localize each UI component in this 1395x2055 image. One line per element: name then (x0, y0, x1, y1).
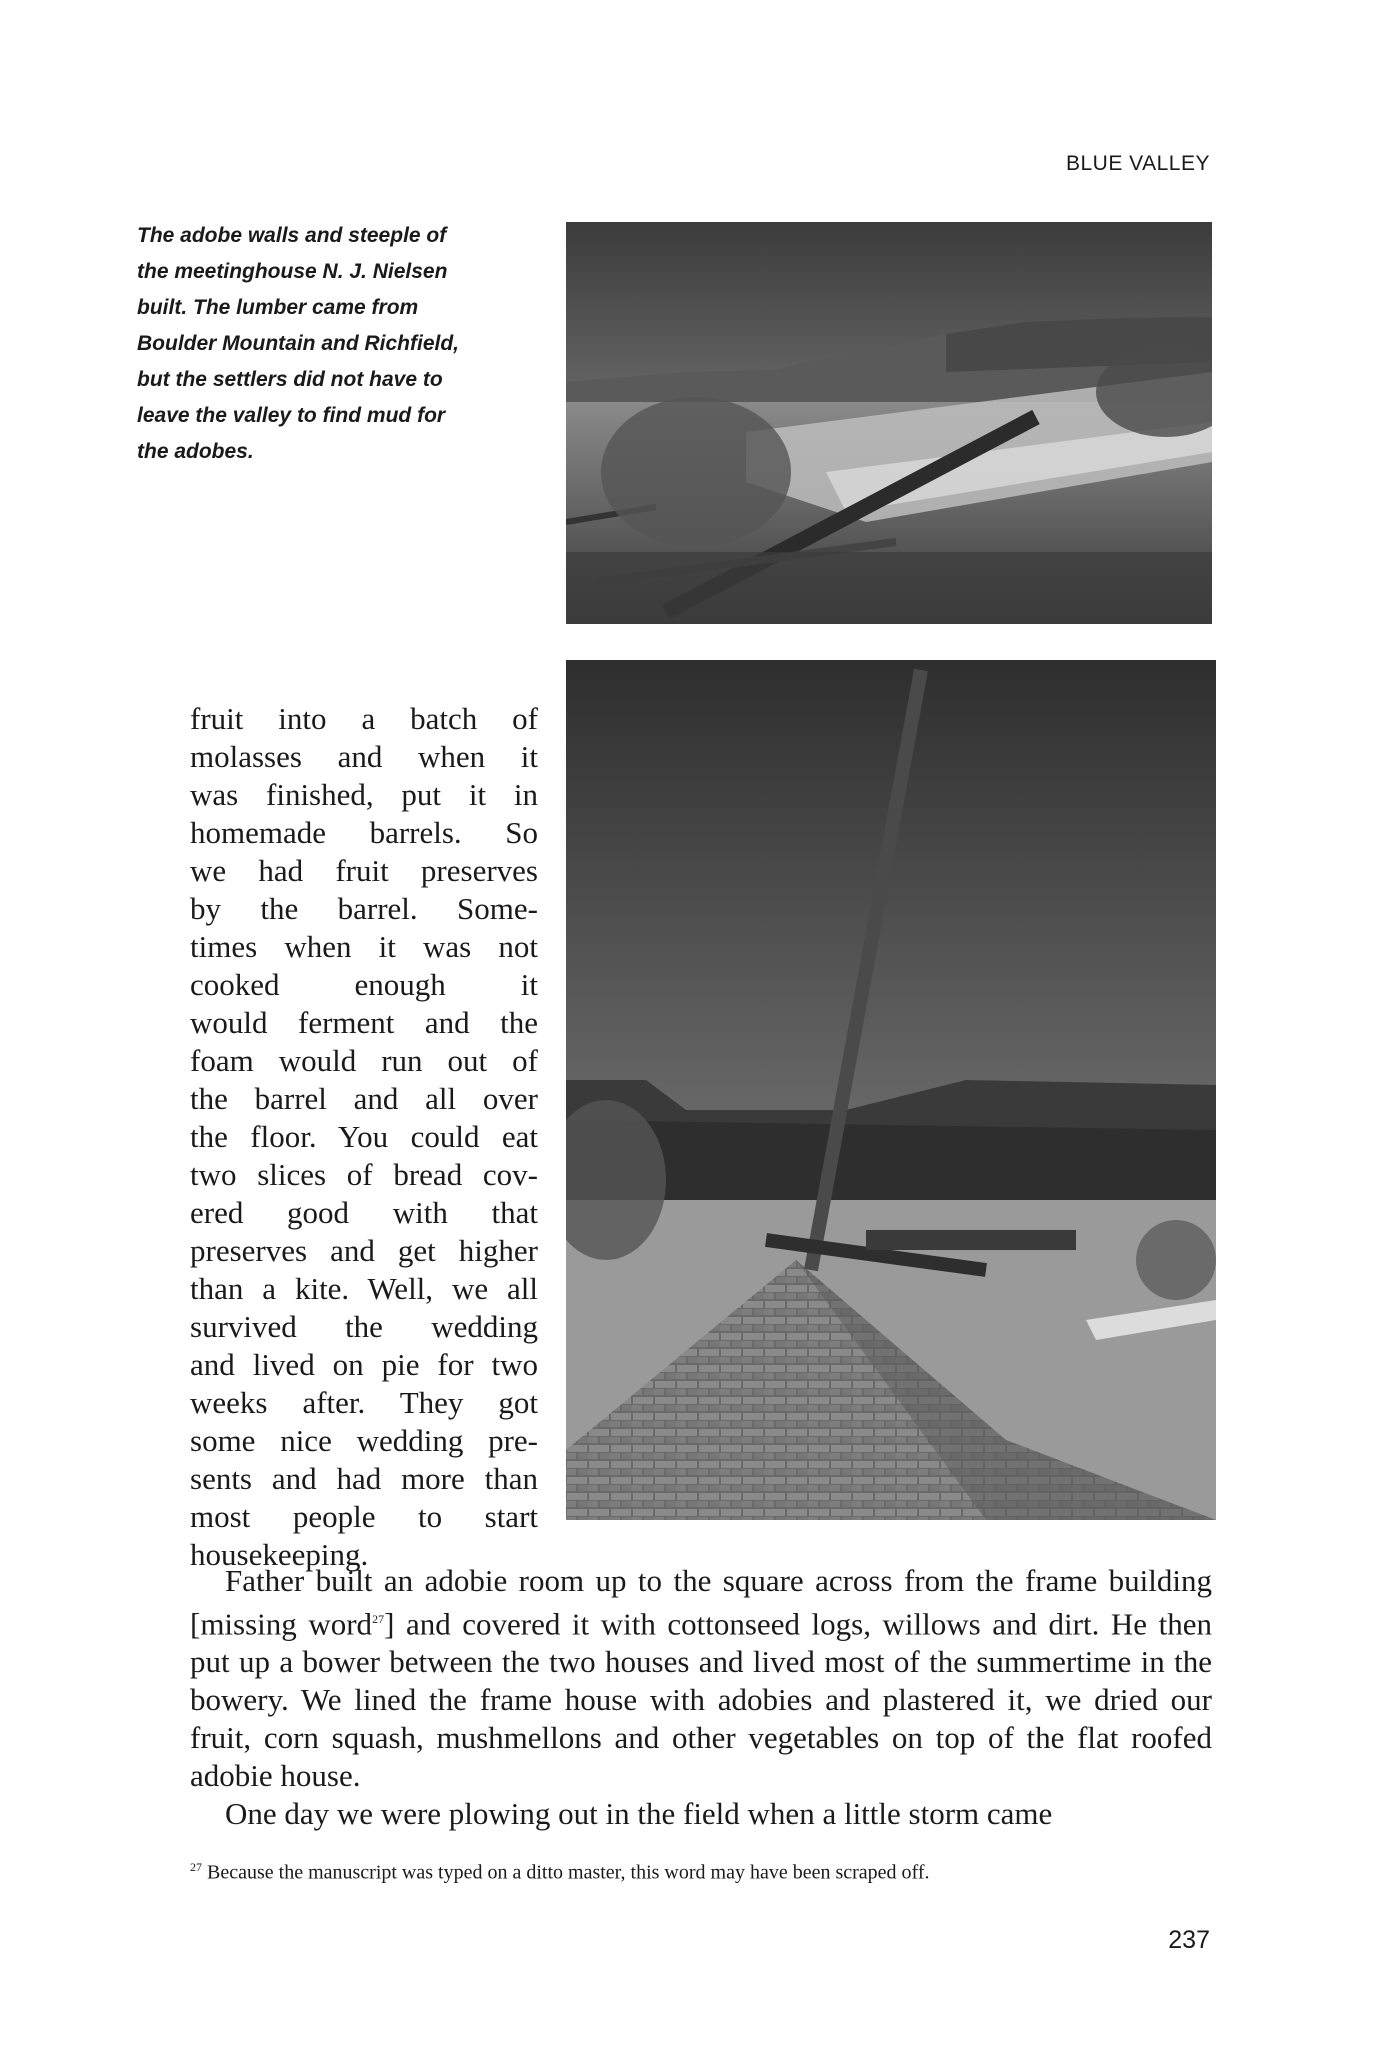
running-head: BLUE VALLEY (1065, 152, 1210, 175)
text-line: fruit into a batch of (190, 701, 538, 736)
footnote-text: Because the manuscript was typed on a ditto master, this word may have been scraped off. (207, 1861, 930, 1884)
caption-line: built. The lumber came from (137, 296, 419, 319)
text-line: homemade barrels. So (190, 815, 538, 850)
text-line: preserves and get higher (190, 1233, 538, 1268)
caption-line: The adobe walls and steeple of (137, 224, 447, 247)
text-line: ered good with that (190, 1195, 538, 1230)
caption-line: the meetinghouse N. J. Nielsen (137, 260, 448, 283)
text-line: we had fruit preserves (190, 853, 538, 888)
text-line: two slices of bread cov- (190, 1157, 538, 1192)
text-line: molasses and when it (190, 739, 538, 774)
text-line: than a kite. Well, we all (190, 1271, 538, 1306)
caption-line: the adobes. (137, 440, 254, 463)
adobe-wall-photo (566, 222, 1212, 624)
paragraph-text: ] and covered it with cottonseed logs, willows and dirt. He then put up a bower between the two houses and lived most of the summertime in the bowery. We lined the frame house with adobies and plastered it, we dried our fruit, corn squash, mushmellons and other vegetables on top of the flat roofed adobie house. (190, 1606, 1212, 1794)
text-line: the barrel and all over (190, 1081, 538, 1116)
paragraph-text: Father built an adobie room up to the square across from the frame building [missing word (190, 1563, 1212, 1642)
text-line: some nice wedding pre- (190, 1423, 538, 1458)
steeple-photo (566, 660, 1216, 1520)
footnote-reference: 27 (372, 1612, 385, 1626)
caption-line: Boulder Mountain and Richfield, (137, 332, 459, 355)
text-line: by the barrel. Some- (190, 891, 538, 926)
page-number: 237 (1168, 1926, 1210, 1954)
caption-line: leave the valley to find mud for (137, 404, 446, 427)
photo-caption (137, 218, 507, 470)
footnote-number: 27 (190, 1860, 202, 1874)
paragraph: One day we were plowing out in the field when a little storm came (225, 1796, 1053, 1832)
footnote (190, 1860, 1212, 1885)
text-line: weeks after. They got (190, 1385, 538, 1420)
text-line: the floor. You could eat (190, 1119, 538, 1154)
narrow-text-column (190, 700, 538, 1574)
text-line: would ferment and the (190, 1005, 538, 1040)
text-line: cooked enough it (190, 967, 538, 1002)
text-line: times when it was not (190, 929, 538, 964)
text-line: housekeeping. (190, 1537, 369, 1572)
text-line: was finished, put it in (190, 777, 538, 812)
text-line: most people to start (190, 1499, 538, 1534)
text-line: survived the wedding (190, 1309, 538, 1344)
text-line: sents and had more than (190, 1461, 538, 1496)
full-width-text (190, 1562, 1212, 1833)
paragraph (190, 1562, 1212, 1795)
text-line: and lived on pie for two (190, 1347, 538, 1382)
text-line: foam would run out of (190, 1043, 538, 1078)
caption-line: but the settlers did not have to (137, 368, 443, 391)
